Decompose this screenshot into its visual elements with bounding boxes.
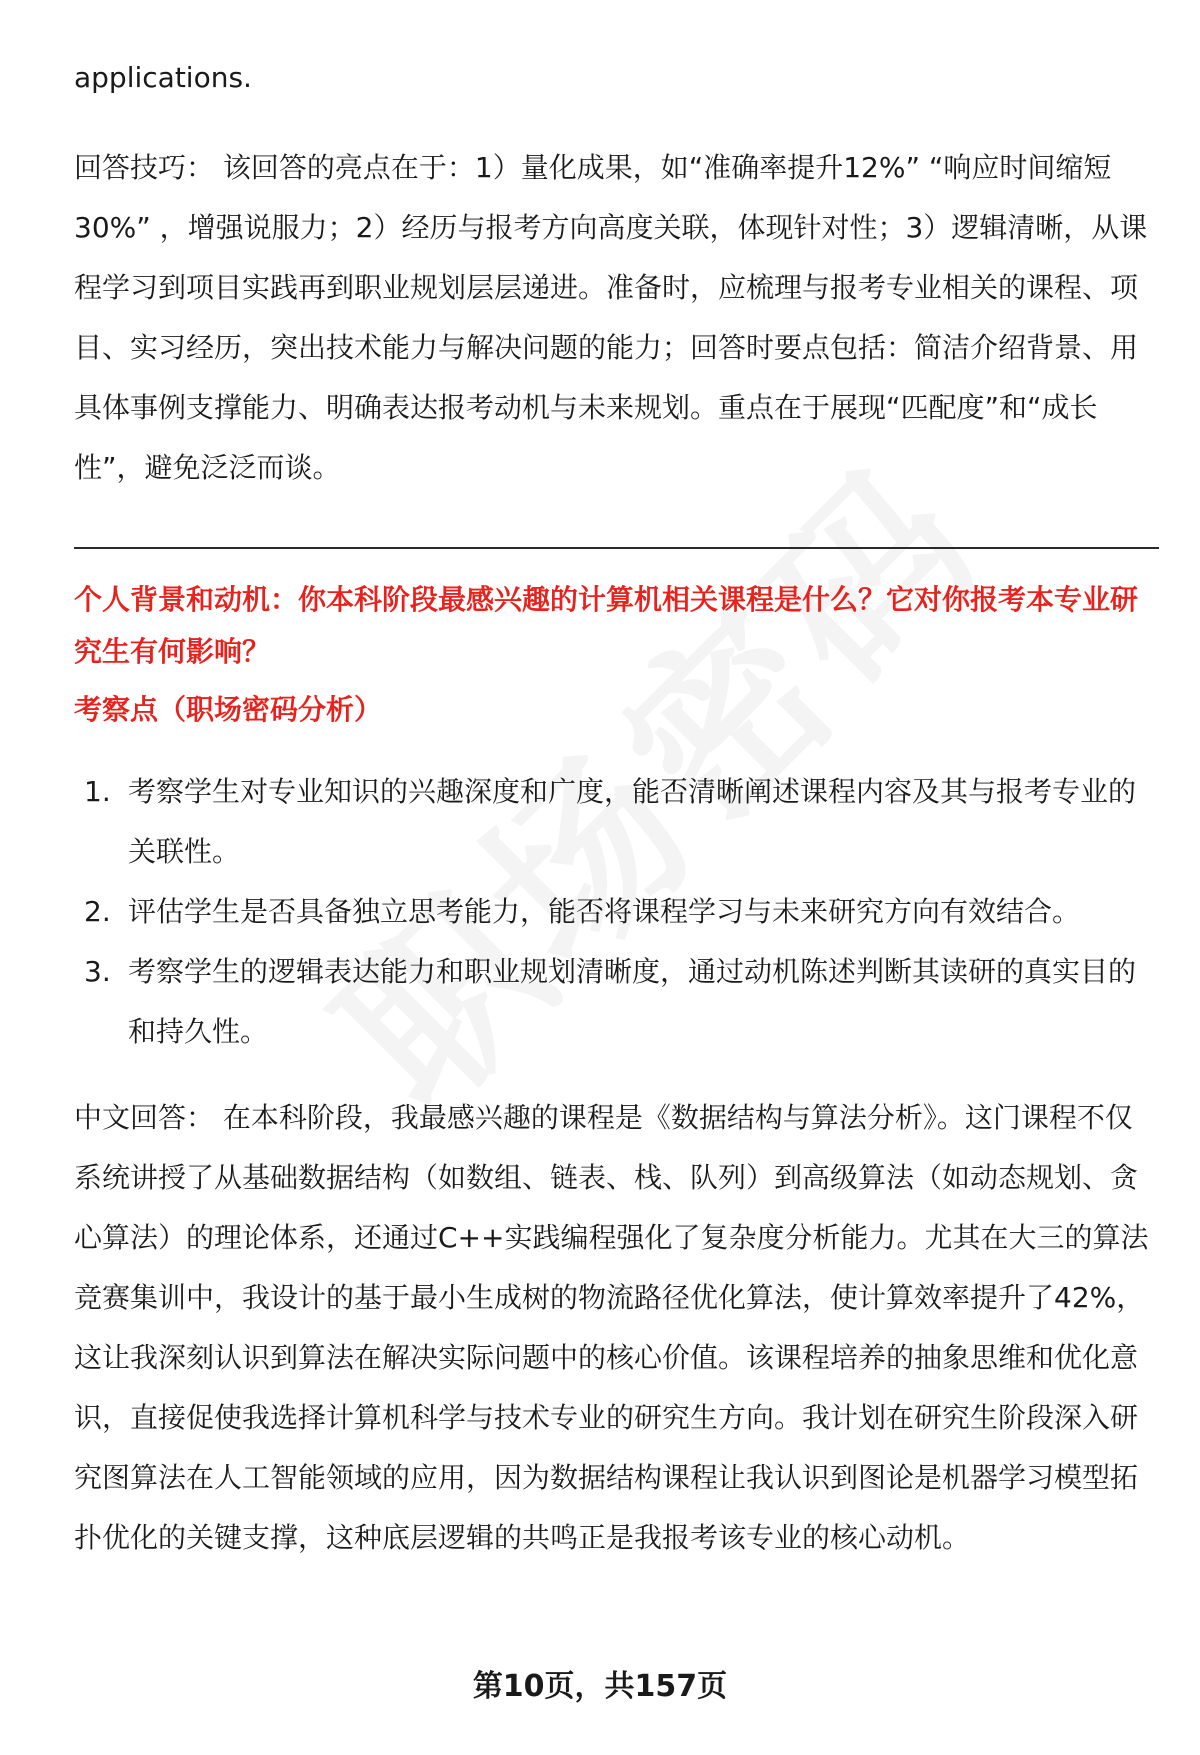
continued-paragraph: applications.	[74, 61, 252, 94]
assessment-points-heading: 考察点（职场密码分析）	[74, 693, 383, 726]
list-number: 2.	[84, 895, 111, 928]
list-item	[74, 762, 1159, 882]
list-number: 3.	[84, 955, 111, 988]
page-number: 第10页，共157页	[472, 1669, 728, 1704]
chinese-answer-paragraph: 中文回答： 在本科阶段，我最感兴趣的课程是《数据结构与算法分析》。这门课程不仅系统讲授了从基础数据结构（如数组、链表、栈、队列）到高级算法（如动态规划、贪心算法）的理论体系，还通过C++实践编程强化了复杂度分析能力。尤其在大三的算法竞赛集训中，我设计的基于最小生成树的物流路径优化算法，使计算效率提升了42%，这让我深刻认识到算法在解决实际问题中的核心价值。该课程培养的抽象思维和优化意识，直接促使我选择计算机科学与技术专业的研究生方向。我计划在研究生阶段深入研究图算法在人工智能领域的应用，因为数据结构课程让我认识到图论是机器学习模型拓扑优化的关键支撑，这种底层逻辑的共鸣正是我报考该专业的核心动机。	[74, 1101, 1149, 1554]
list-item	[74, 882, 1159, 942]
assessment-points-list	[74, 762, 1159, 1062]
list-item	[74, 942, 1159, 1062]
section-divider	[74, 547, 1159, 549]
list-number: 1.	[84, 775, 111, 808]
list-item-text: 考察学生对专业知识的兴趣深度和广度，能否清晰阐述课程内容及其与报考专业的关联性。	[128, 775, 1137, 868]
question-title: 个人背景和动机：你本科阶段最感兴趣的计算机相关课程是什么？它对你报考本专业研究生有何影响？	[74, 583, 1139, 668]
list-item-text: 评估学生是否具备独立思考能力，能否将课程学习与未来研究方向有效结合。	[128, 895, 1081, 928]
list-item-text: 考察学生的逻辑表达能力和职业规划清晰度，通过动机陈述判断其读研的真实目的和持久性。	[128, 955, 1137, 1048]
answer-tips-paragraph: 回答技巧： 该回答的亮点在于：1）量化成果，如“准确率提升12%” “响应时间缩短30%” ，增强说服力；2）经历与报考方向高度关联，体现针对性；3）逻辑清晰，从课程学习到项目实践再到职业规划层层递进。准备时，应梳理与报考专业相关的课程、项目、实习经历，突出技术能力与解决问题的能力；回答时要点包括：简洁介绍背景、用具体事例支撑能力、明确表达报考动机与未来规划。重点在于展现“匹配度”和“成长性”，避免泛泛而谈。	[74, 151, 1148, 484]
